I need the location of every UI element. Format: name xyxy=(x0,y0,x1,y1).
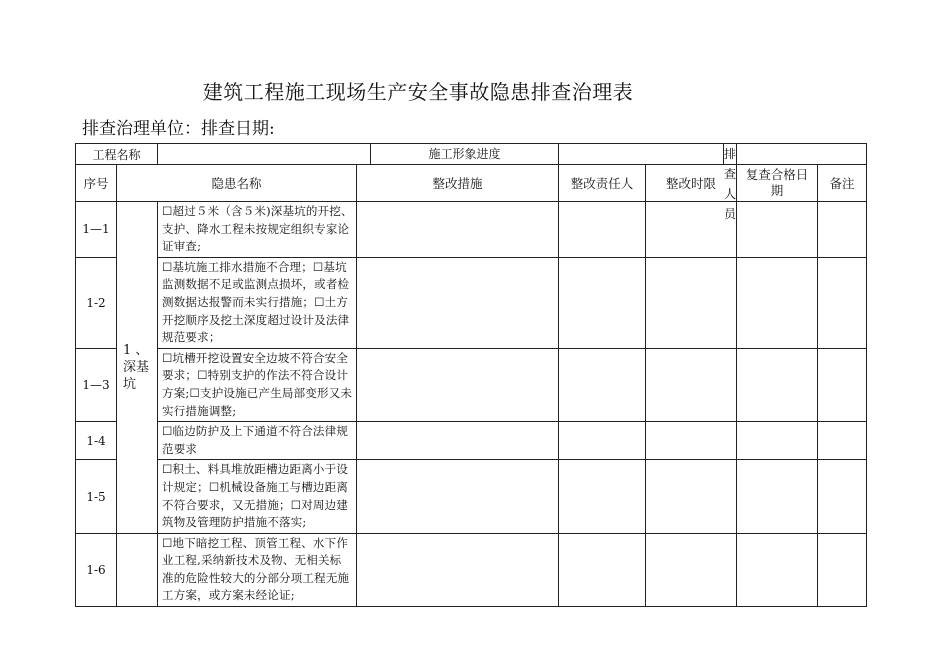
measure-cell[interactable] xyxy=(357,348,559,421)
col-remark: 备注 xyxy=(818,165,867,202)
inspector-value[interactable] xyxy=(737,144,867,165)
project-progress-cell xyxy=(158,144,559,165)
responsible-cell[interactable] xyxy=(559,348,646,421)
category-label: 1 、深基坑 xyxy=(123,342,150,392)
category-cell xyxy=(117,202,158,534)
col-hazard: 隐患名称 xyxy=(117,165,357,202)
responsible-cell[interactable] xyxy=(559,460,646,533)
row-number: 1-6 xyxy=(76,533,117,606)
page-subtitle: 排查治理单位：排查日期: xyxy=(82,119,275,139)
responsible-cell[interactable] xyxy=(559,257,646,348)
deadline-cell[interactable] xyxy=(646,460,737,533)
recheck-cell[interactable] xyxy=(737,348,818,421)
remark-cell[interactable] xyxy=(818,460,867,533)
inspector-label: 排查人员 xyxy=(724,147,737,221)
project-name-value[interactable] xyxy=(158,144,371,164)
remark-cell[interactable] xyxy=(818,422,867,460)
progress-label: 施工形象进度 xyxy=(428,147,501,161)
remark-cell[interactable] xyxy=(818,533,867,606)
row-number: 1-5 xyxy=(76,460,117,533)
deadline-cell[interactable] xyxy=(646,533,737,606)
remark-cell[interactable] xyxy=(818,202,867,258)
hazard-description: ☐临边防护及上下通道不符合法律规范要求 xyxy=(158,422,357,460)
hazard-description: ☐超过５米（含５米)深基坑的开挖、支护、降水工程未按规定组织专家论证审查; xyxy=(158,202,357,258)
measure-cell[interactable] xyxy=(357,202,559,258)
remark-cell[interactable] xyxy=(818,348,867,421)
col-recheck: 复查合格日期 xyxy=(737,165,818,202)
measure-cell[interactable] xyxy=(357,257,559,348)
hazard-description: ☐基坑施工排水措施不合理；☐基坑监测数据不足或监测点损坏，或者检测数据达报警而未实行措施；☐土方开挖顺序及挖土深度超过设计及法律规范要求； xyxy=(158,257,357,348)
col-deadline: 整改时限 xyxy=(646,165,737,202)
measure-cell[interactable] xyxy=(357,460,559,533)
hazard-description: ☐积土、料具堆放距槽边距离小于设计规定；☐机械设备施工与槽边距离不符合要求，又无措施；☐对周边建筑物及管理防护措施不落实; xyxy=(158,460,357,533)
responsible-cell[interactable] xyxy=(559,422,646,460)
project-name-label: 工程名称 xyxy=(76,144,158,165)
table-row xyxy=(76,348,867,421)
row-number: 1-2 xyxy=(76,257,117,348)
hazard-description: ☐坑槽开挖设置安全边坡不符合安全要求；☐特别支护的作法不符合设计方案;☐支护设施已产生局部变形又未实行措施调整; xyxy=(158,348,357,421)
responsible-cell[interactable] xyxy=(559,533,646,606)
hazard-description: ☐地下暗挖工程、顶管工程、水下作业工程,采纳新技术及物、无相关标准的危险性较大的分部分项工程无施工方案，或方案未经论证; xyxy=(158,533,357,606)
row-number: 1—1 xyxy=(76,202,117,258)
recheck-cell[interactable] xyxy=(737,422,818,460)
info-row xyxy=(76,144,867,165)
progress-value[interactable] xyxy=(559,144,724,164)
col-measure: 整改措施 xyxy=(357,165,559,202)
row-number: 1—3 xyxy=(76,348,117,421)
recheck-cell[interactable] xyxy=(737,257,818,348)
table-row xyxy=(76,422,867,460)
hazard-table xyxy=(75,143,867,607)
table-row xyxy=(76,257,867,348)
recheck-cell[interactable] xyxy=(737,460,818,533)
row-number: 1-4 xyxy=(76,422,117,460)
deadline-cell[interactable] xyxy=(646,257,737,348)
deadline-cell[interactable] xyxy=(646,422,737,460)
table-row xyxy=(76,202,867,258)
recheck-cell[interactable] xyxy=(737,202,818,258)
page-title: 建筑工程施工现场生产安全事故隐患排查治理表 xyxy=(202,80,634,104)
category-cell-empty xyxy=(117,533,158,606)
col-responsible: 整改责任人 xyxy=(559,165,646,202)
deadline-cell[interactable] xyxy=(646,348,737,421)
column-header-row xyxy=(76,165,867,202)
table-row xyxy=(76,533,867,606)
measure-cell[interactable] xyxy=(357,533,559,606)
recheck-cell[interactable] xyxy=(737,533,818,606)
table-row xyxy=(76,460,867,533)
remark-cell[interactable] xyxy=(818,257,867,348)
responsible-cell[interactable] xyxy=(559,202,646,258)
col-seq: 序号 xyxy=(76,165,117,202)
measure-cell[interactable] xyxy=(357,422,559,460)
deadline-cell[interactable] xyxy=(646,202,737,258)
